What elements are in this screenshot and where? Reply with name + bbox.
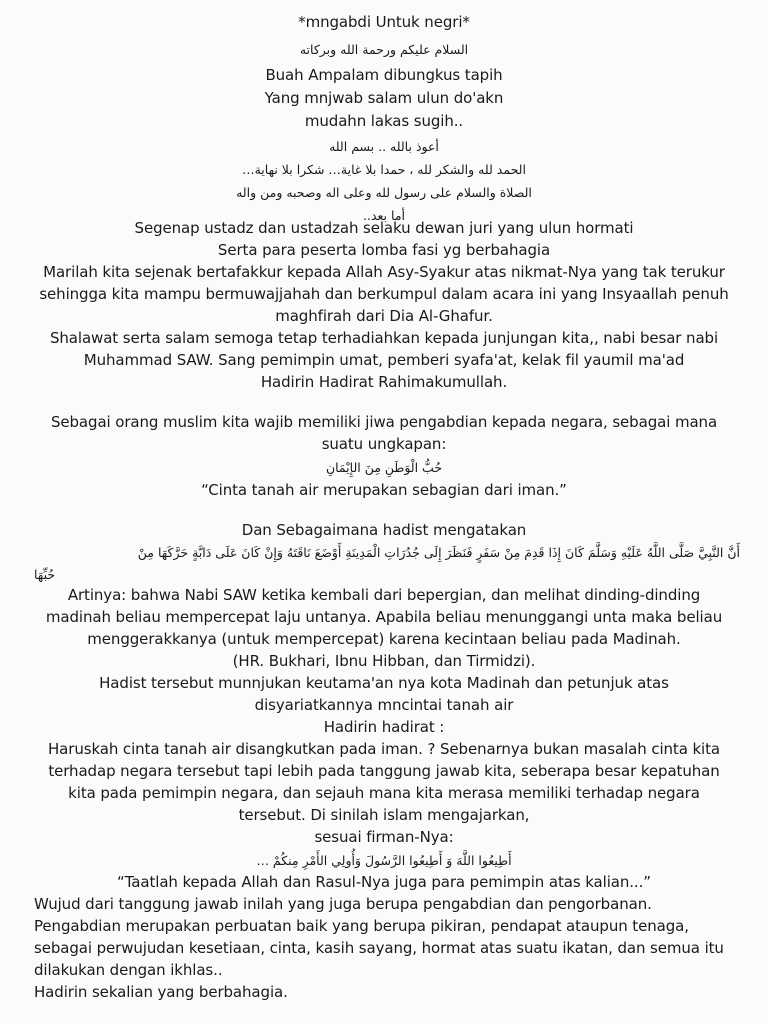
text-line: sehingga kita mampu bermuwajjahah dan berkumpul dalam acara ini yang Insyaallah penuh [39,285,729,303]
arabic-text-line: حُبُّ الْوَطَنِ مِنَ الإِيْمَانِ [325,460,443,475]
text-line: Buah Ampalam dibungkus tapih [265,66,503,84]
arabic-text-line: أَطِيعُوا اللَّهَ وَ أَطِيعُوا الرَّسُولَ وَأُولِي الأَمْرِ مِنكُمْ … [256,853,512,868]
text-line: *mngabdi Untuk negri* [298,13,470,31]
text-line: Segenap ustadz dan ustadzah selaku dewan juri yang ulun hormati [134,219,634,237]
text-line: sesuai firman-Nya: [314,828,454,846]
text-line: suatu ungkapan: [321,435,447,453]
text-line: disyariatkannya mncintai tanah air [254,696,514,714]
arabic-text-line: الصلاة والسلام على رسول لله وعلى اله وصحبه ومن واله [236,185,532,200]
text-line: terhadap negara tersebut tapi lebih pada tanggung jawab kita, seberapa besar kepatuhan [48,762,720,780]
text-line: mudahn lakas sugih.. [304,112,464,130]
arabic-text-line: أما بعد.. [363,208,405,223]
arabic-text-line: الحمد لله والشكر لله ، حمدا بلا غاية… شكرا بلا نهاية… [242,162,526,177]
text-line: sebagai perwujudan kesetiaan, cinta, kasih sayang, hormat atas suatu ikatan, dan semua itu [34,939,724,957]
arabic-text-line: أعوذ بالله .. بسم الله [329,139,439,154]
text-line: Hadirin Hadirat Rahimakumullah. [260,373,508,391]
text-line: Muhammad SAW. Sang pemimpin umat, pemberi syafa'at, kelak fil yaumil ma'ad [83,351,685,369]
text-line: Hadirin sekalian yang berbahagia. [34,983,288,1001]
arabic-text-line: حُبِّهَا [34,567,56,582]
text-line: Haruskah cinta tanah air disangkutkan pada iman. ? Sebenarnya bukan masalah cinta kita [47,740,721,758]
text-line: dilakukan dengan ikhlas.. [34,961,223,979]
text-line: Pengabdian merupakan perbuatan baik yang berupa pikiran, pendapat ataupun tenaga, [34,917,689,935]
text-line: “Taatlah kepada Allah dan Rasul-Nya juga para pemimpin atas kalian...” [117,873,651,891]
text-line: Serta para peserta lomba fasi yg berbahagia [217,241,551,259]
text-line: Dan Sebagaimana hadist mengatakan [241,521,527,539]
text-line: tersebut. Di sinilah islam mengajarkan, [238,806,530,824]
text-line: kita pada pemimpin negara, dan sejauh mana kita merasa memiliki terhadap negara [68,784,700,802]
text-line: (HR. Bukhari, Ibnu Hibban, dan Tirmidzi). [232,652,536,670]
text-line: “Cinta tanah air merupakan sebagian dari iman.” [201,481,567,499]
text-line: Artinya: bahwa Nabi SAW ketika kembali dari bepergian, dan melihat dinding-dinding [67,586,701,604]
text-line: menggerakkanya (untuk mempercepat) karena kecintaan beliau pada Madinah. [87,630,681,648]
arabic-text-line: أَنَّ النَّبِيَّ صَلَّى اللَّهُ عَلَيْهِ وَسَلَّمَ كَانَ إِذَا قَدِمَ مِنْ سَفَرٍ فَنَظَرَ إِلَى جُدُرَاتِ الْمَدِينَةِ أَوْضَعَ نَاقَتَهُ وَإِنْ كَانَ عَلَى دَابَّةٍ حَرَّكَهَا مِنْ [137,545,740,560]
text-line: Hadist tersebut munnjukan keutama'an nya kota Madinah dan petunjuk atas [99,674,669,692]
text-line: Hadirin hadirat : [323,718,445,736]
arabic-text-line: السلام عليكم ورحمة الله وبركاته [299,42,469,57]
text-line: madinah beliau mempercepat laju untanya. Apabila beliau menunggangi unta maka beliau [45,608,723,626]
text-line: Sebagai orang muslim kita wajib memiliki jiwa pengabdian kepada negara, sebagai mana [50,413,718,431]
text-line: Yang mnjwab salam ulun do'akn [264,89,504,107]
text-line: maghfirah dari Dia Al-Ghafur. [275,307,493,325]
text-line: Shalawat serta salam semoga tetap terhadiahkan kepada junjungan kita,, nabi besar nabi [49,329,719,347]
text-line: Marilah kita sejenak bertafakkur kepada Allah Asy-Syakur atas nikmat-Nya yang tak terukur [43,263,725,281]
text-line: Wujud dari tanggung jawab inilah yang juga berupa pengabdian dan pengorbanan. [34,895,652,913]
